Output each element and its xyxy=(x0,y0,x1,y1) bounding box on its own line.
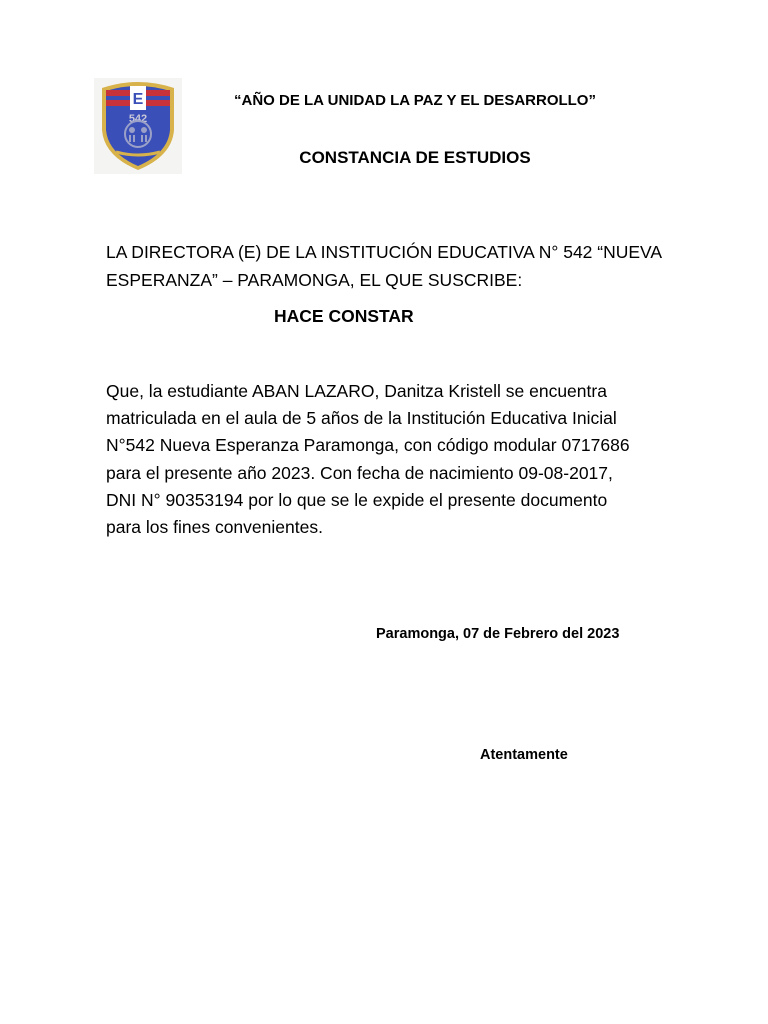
body-line: N°542 Nueva Esperanza Paramonga, con código modular 0717686 xyxy=(106,435,630,456)
body-line: Que, la estudiante ABAN LAZARO, Danitza Kristell se encuentra xyxy=(106,381,607,401)
place-and-date: Paramonga, 07 de Febrero del 2023 xyxy=(376,626,620,642)
issuer-line: ESPERANZA” – PARAMONGA, EL QUE SUSCRIBE: xyxy=(106,270,523,290)
year-motto: “AÑO DE LA UNIDAD LA PAZ Y EL DESARROLLO” xyxy=(234,92,596,109)
body-line: para los fines convenientes. xyxy=(106,517,323,538)
certificate-body xyxy=(106,378,686,541)
body-line: DNI N° 90353194 por lo que se le expide el presente documento xyxy=(106,489,608,510)
school-shield-logo xyxy=(94,78,182,174)
document-title: CONSTANCIA DE ESTUDIOS xyxy=(299,148,531,167)
hace-constar-heading: HACE CONSTAR xyxy=(274,306,414,326)
logo-number: 542 xyxy=(128,113,148,125)
body-line: matriculada en el aula de 5 años de la Institución Educativa Inicial xyxy=(106,408,617,429)
body-line: para el presente año 2023. Con fecha de nacimiento 09-08-2017, xyxy=(106,462,613,483)
issuer-line: LA DIRECTORA (E) DE LA INSTITUCIÓN EDUCATIVA N° 542 “NUEVA xyxy=(106,242,663,262)
closing-salutation: Atentamente xyxy=(480,747,568,763)
logo-letter: E xyxy=(132,91,144,108)
issuer-statement xyxy=(106,238,666,294)
